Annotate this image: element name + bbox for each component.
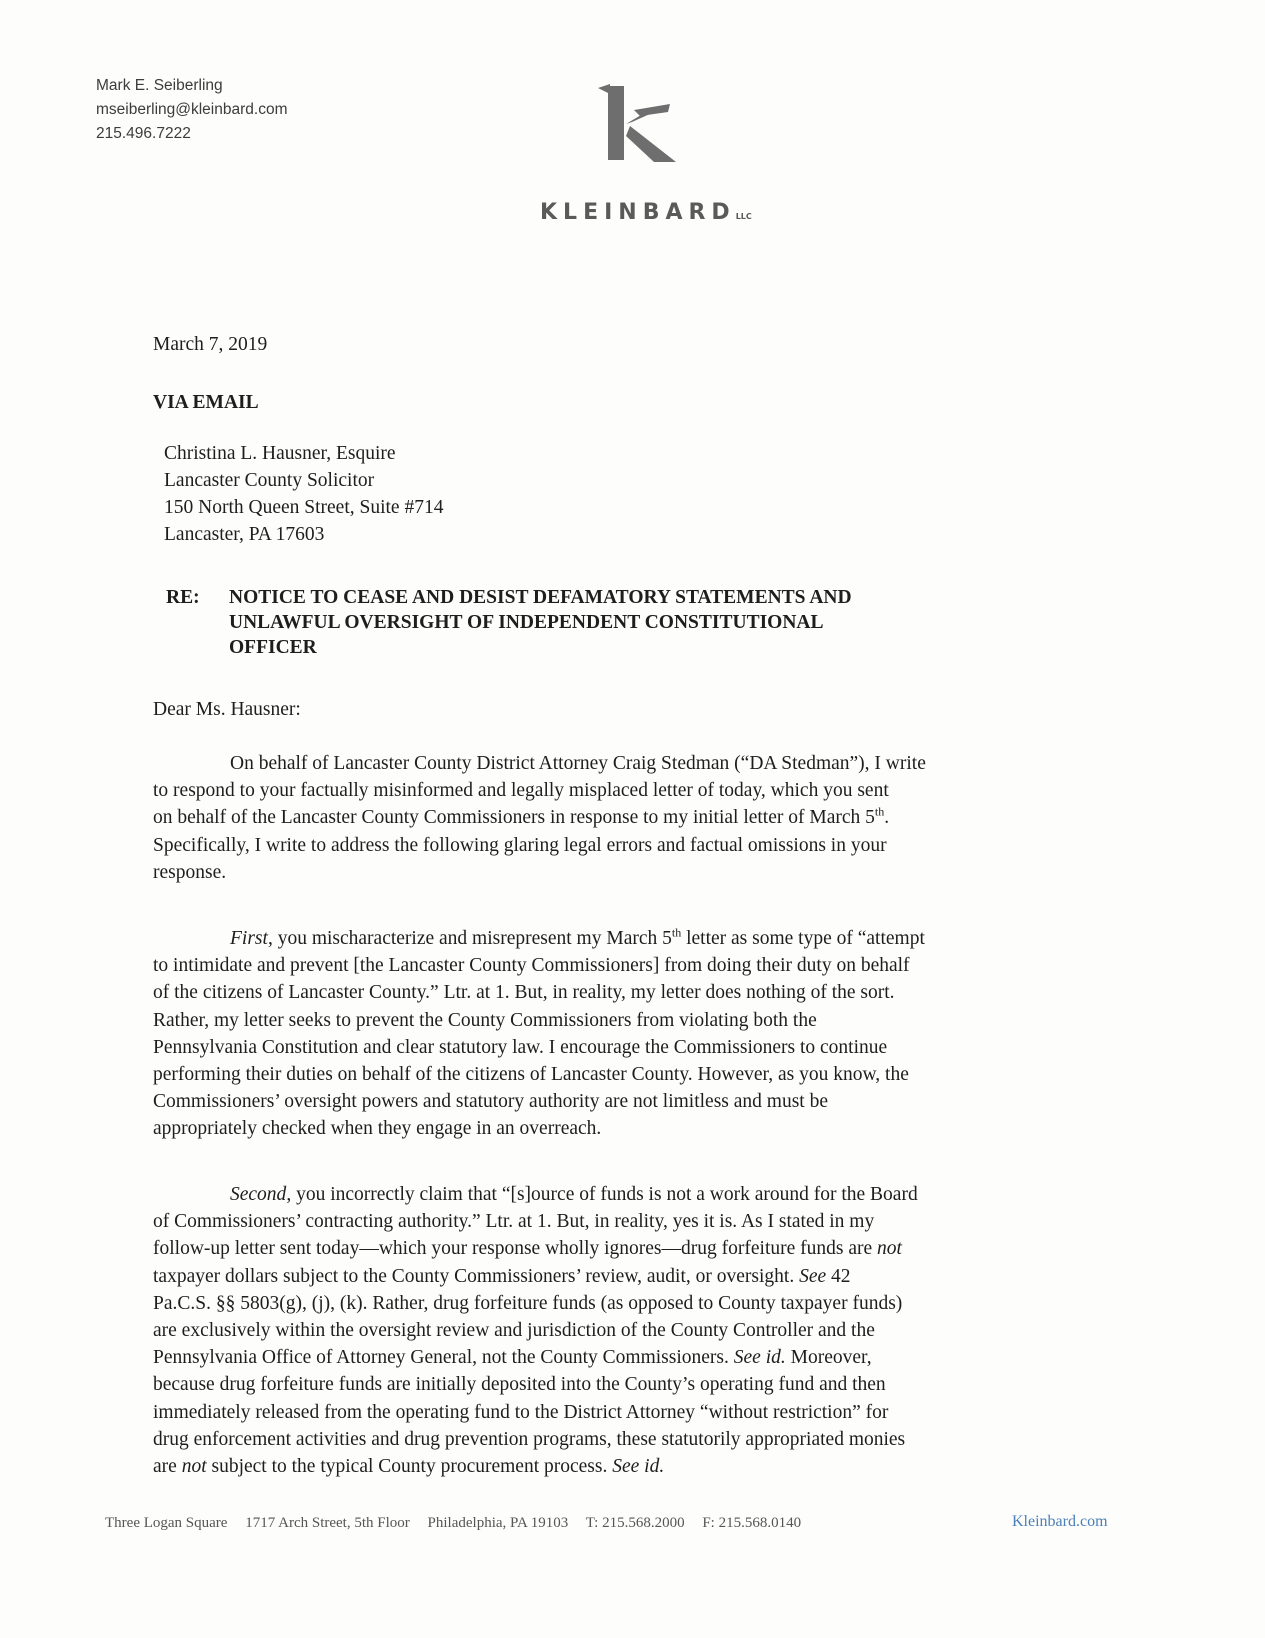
recipient-line: Christina L. Hausner, Esquire bbox=[164, 443, 396, 464]
italic-run: See id. bbox=[612, 1456, 665, 1478]
text-run: Pennsylvania Office of Attorney General, not the County Commissioners. bbox=[153, 1347, 734, 1369]
recipient-line: 150 North Queen Street, Suite #714 bbox=[164, 497, 444, 518]
footer-phone: T: 215.568.2000 bbox=[585, 1515, 685, 1531]
paragraph-line bbox=[153, 1263, 1088, 1290]
text-run: , you mischaracterize and misrepresent my March 5 bbox=[267, 928, 672, 949]
k-logo-icon bbox=[580, 82, 700, 164]
text-run: letter as some type of “attempt bbox=[681, 928, 925, 949]
paragraph-line: to respond to your factually misinformed and legally misplaced letter of today, which you sent bbox=[153, 780, 889, 802]
logo-wordmark-text: KLEINBARD bbox=[540, 200, 736, 225]
paragraph-line: drug enforcement activities and drug prevention programs, these statutorily appropriated monies bbox=[153, 1428, 906, 1450]
paragraph-line bbox=[153, 925, 1088, 952]
text-run: follow-up letter sent today—which your response wholly ignores—drug forfeiture funds are bbox=[153, 1238, 878, 1260]
paragraph-line bbox=[153, 1453, 1088, 1480]
paragraph-line: Pennsylvania Constitution and clear statutory law. I encourage the Commissioners to continue bbox=[153, 1036, 888, 1058]
paragraph-line: performing their duties on behalf of the citizens of Lancaster County. However, as you know, the bbox=[153, 1064, 909, 1086]
text-run: on behalf of the Lancaster County Commissioners in response to my initial letter of March 5 bbox=[153, 807, 875, 829]
italic-run: not bbox=[181, 1456, 207, 1478]
paragraph-line: appropriately checked when they engage in an overreach. bbox=[153, 1118, 602, 1140]
paragraph-line bbox=[153, 1235, 1088, 1262]
paragraph-line bbox=[153, 1344, 1088, 1371]
delivery-method: VIA EMAIL bbox=[153, 392, 259, 413]
paragraph-line: On behalf of Lancaster County District Attorney Craig Stedman (“DA Stedman”), I write bbox=[230, 753, 926, 774]
paragraph-line: are exclusively within the oversight review and jurisdiction of the County Controller and the bbox=[153, 1320, 875, 1342]
text-run: subject to the typical County procurement process. bbox=[206, 1456, 613, 1478]
paragraph-line: immediately released from the operating fund to the District Attorney “without restriction” for bbox=[153, 1401, 889, 1423]
logo-llc: LLC bbox=[735, 212, 752, 221]
kleinbard-logo bbox=[540, 82, 752, 232]
paragraph-line: Specifically, I write to address the following glaring legal errors and factual omissions in your bbox=[153, 834, 887, 856]
italic-run: not bbox=[877, 1238, 902, 1260]
footer-fax: F: 215.568.0140 bbox=[702, 1515, 802, 1531]
paragraph-line bbox=[153, 1181, 1088, 1208]
subject-line: UNLAWFUL OVERSIGHT OF INDEPENDENT CONSTITUTIONAL bbox=[229, 612, 824, 633]
paragraph-line: Pa.C.S. §§ 5803(g), (j), (k). Rather, drug forfeiture funds (as opposed to County taxpayer funds) bbox=[153, 1292, 903, 1314]
letter-date: March 7, 2019 bbox=[153, 334, 268, 355]
salutation: Dear Ms. Hausner: bbox=[153, 699, 301, 720]
sender-phone: 215.496.7222 bbox=[96, 125, 191, 142]
paragraph-intro bbox=[153, 750, 1088, 886]
paragraph-line: Commissioners’ oversight powers and statutory authority are not limitless and must be bbox=[153, 1091, 828, 1113]
sender-name: Mark E. Seiberling bbox=[96, 77, 223, 94]
recipient-address bbox=[164, 440, 443, 548]
subject-label: RE: bbox=[166, 587, 200, 608]
paragraph-line: of Commissioners’ contracting authority.” Ltr. at 1. But, in reality, yes it is. As I stated in my bbox=[153, 1211, 875, 1233]
footer-address bbox=[105, 1515, 815, 1532]
footer-address2: 1717 Arch Street, 5th Floor bbox=[245, 1515, 410, 1531]
sender-email[interactable]: mseiberling@kleinbard.com bbox=[96, 101, 288, 118]
recipient-line: Lancaster, PA 17603 bbox=[164, 524, 325, 545]
text-run: are bbox=[153, 1456, 182, 1478]
superscript: th bbox=[671, 925, 682, 940]
footer-city: Philadelphia, PA 19103 bbox=[427, 1515, 569, 1531]
paragraph-line: Rather, my letter seeks to prevent the County Commissioners from violating both the bbox=[153, 1009, 817, 1031]
subject-line: NOTICE TO CEASE AND DESIST DEFAMATORY STATEMENTS AND bbox=[229, 587, 852, 608]
paragraph-line: response. bbox=[153, 861, 227, 883]
logo-wordmark bbox=[540, 200, 752, 225]
text-run: . bbox=[884, 807, 890, 829]
subject-lines bbox=[229, 585, 1029, 660]
text-run: taxpayer dollars subject to the County Commissioners’ review, audit, or oversight. bbox=[153, 1265, 800, 1287]
paragraph-line: because drug forfeiture funds are initially deposited into the County’s operating fund and then bbox=[153, 1374, 886, 1396]
paragraph-line: of the citizens of Lancaster County.” Ltr. at 1. But, in reality, my letter does nothing of the sort. bbox=[153, 982, 895, 1004]
superscript: th bbox=[874, 804, 885, 819]
paragraph-line: to intimidate and prevent [the Lancaster County Commissioners] from doing their duty on behalf bbox=[153, 955, 910, 977]
italic-run: See bbox=[799, 1265, 827, 1287]
sender-block bbox=[96, 74, 287, 146]
recipient-line: Lancaster County Solicitor bbox=[164, 470, 375, 491]
italic-run: First bbox=[230, 928, 268, 949]
italic-run: Second bbox=[230, 1184, 287, 1205]
text-run: 42 bbox=[826, 1265, 851, 1287]
subject-line: OFFICER bbox=[229, 637, 317, 658]
text-run: , you incorrectly claim that “[s]ource of funds is not a work around for the Board bbox=[286, 1184, 918, 1205]
italic-run: See id. bbox=[733, 1347, 786, 1369]
footer-website-link[interactable]: Kleinbard.com bbox=[1012, 1513, 1108, 1530]
footer-address1: Three Logan Square bbox=[105, 1515, 228, 1531]
paragraph-second bbox=[153, 1181, 1088, 1480]
text-run: Moreover, bbox=[785, 1347, 872, 1369]
paragraph-line bbox=[153, 804, 1088, 831]
paragraph-first bbox=[153, 925, 1088, 1143]
